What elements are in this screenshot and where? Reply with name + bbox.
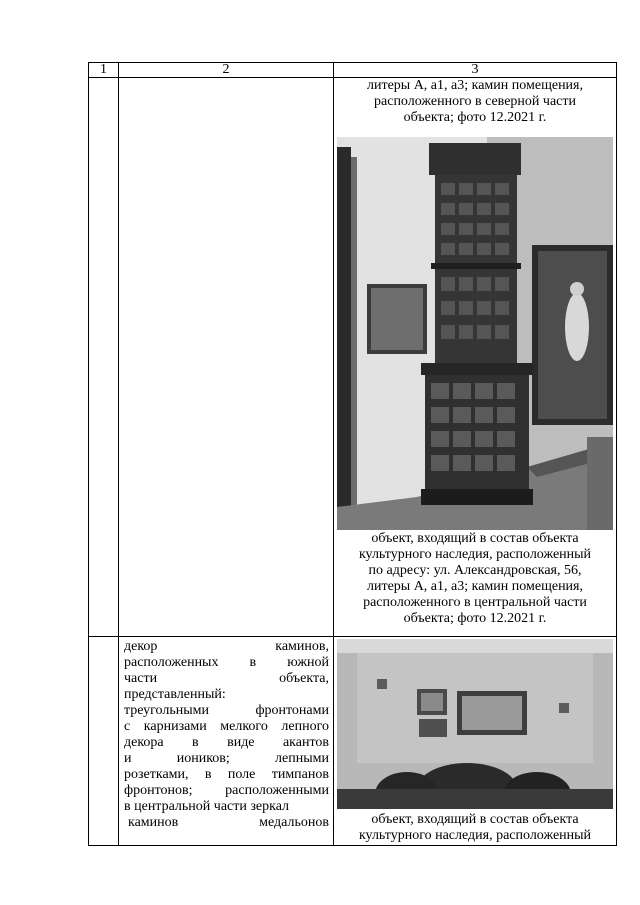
caption-line: объекта; фото 12.2021 г. [403,110,547,125]
caption-line: литеры А, а1, а3; камин помещения, [366,78,583,93]
description-line: и иоников; лепными [124,751,329,766]
description-line: в центральной части зеркал [124,799,290,814]
description-line: розетками, в поле тимпанов [124,767,329,782]
table-border-left [88,62,89,846]
caption-line: объект, входящий в состав объекта [371,531,579,546]
caption-line: объекта; фото 12.2021 г. [403,611,547,626]
row2-caption [335,812,615,844]
header-col-3: 3 [471,62,479,77]
description-line: каминов медальонов [128,815,329,830]
description-line: с карнизами мелкого лепного [124,719,329,734]
tiled-stove-photo [337,137,613,530]
document-table [88,62,617,846]
stove-photo-drawing [337,137,613,530]
room-photo-drawing [337,639,613,809]
column-divider-2 [333,62,334,846]
description-line: декор каминов, [124,639,329,654]
fireplace-room-photo [337,639,613,809]
column-divider-1 [118,62,119,846]
row2-description [124,639,329,831]
row-divider [88,636,617,637]
description-line: представленный: [124,687,226,702]
caption-line: объект, входящий в состав объекта [371,812,579,827]
caption-line: по адресу: ул. Александровская, 56, [368,563,582,578]
description-line: части объекта, [124,671,329,686]
description-line: расположенных в южной [124,655,329,670]
header-col-2: 2 [222,62,230,77]
caption-line: литеры А, а1, а3; камин помещения, [366,579,583,594]
table-border-bottom [88,845,617,846]
description-line: фронтонов; расположенными [124,783,329,798]
table-border-right [616,62,617,846]
description-line: треугольными фронтонами [124,703,329,718]
row1-bottom-caption [335,531,615,627]
caption-line: расположенного в северной части [374,94,576,109]
header-col-1: 1 [100,62,107,77]
row1-top-caption [335,78,615,126]
description-line: декора в виде акантов [124,735,329,750]
caption-line: культурного наследия, расположенный [358,547,592,562]
caption-line: расположенного в центральной части [363,595,587,610]
caption-line: культурного наследия, расположенный [358,828,592,843]
